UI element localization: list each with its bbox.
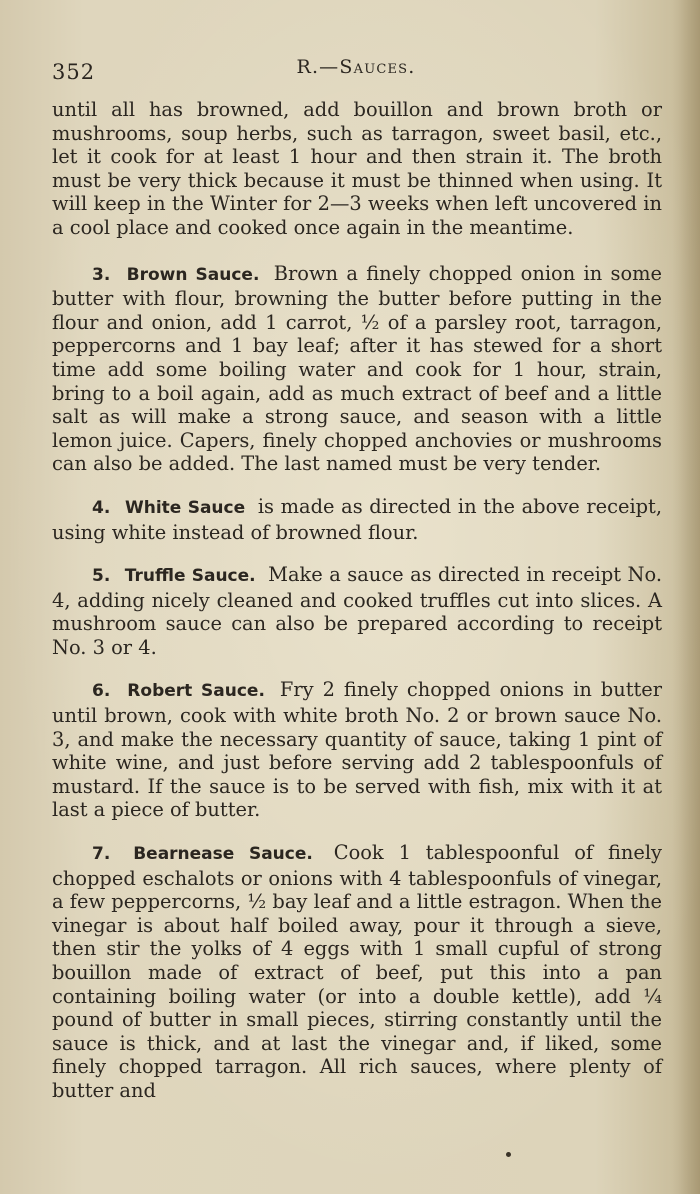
recipe-brown-sauce: [52, 262, 662, 476]
recipe-text: Fry 2 finely chopped onions in butter until brown, cook with white broth No. 2 or brown sauce No. 3, and make the necessary quantity of sauce, taking 1 pint of white wine, and just before serving add 2 tablespoonfuls of mustard. If the sauce is to be served with fish, mix with it at last a piece of butter.: [52, 678, 663, 822]
page-header: [52, 56, 660, 86]
continued-paragraph: until all has browned, add bouillon and brown broth or mushrooms, soup herbs, such as tarragon, sweet basil, etc., let it cook for at least 1 hour and then strain it. The broth must be very thick because it must be thinned when using. It will keep in the Winter for 2—3 weeks when left uncovered in a cool place and cooked once again in the meantime.: [52, 98, 662, 239]
recipe-text: Make a sauce as directed in receipt No. 4, adding nicely cleaned and cooked truffles cut into slices. A mushroom sauce can also be prepared according to receipt No. 3 or 4.: [52, 563, 663, 659]
recipe-robert-sauce: [52, 678, 662, 822]
recipe-text: Cook 1 tablespoonful of finely chopped eschalots or onions with 4 tablespoonfuls of vinegar, a few peppercorns, ½ bay leaf and a little estragon. When the vinegar is about half boiled away, pour it through a sieve, then stir the yolks of 4 eggs with 1 small cupful of strong bouillon made of extract of beef, put this into a pan containing boiling water (or into a double kettle), add ¼ pound of butter in small pieces, stirring constantly until the sauce is thick, and at last the vinegar and, if liked, some finely chopped tarragon. All rich sauces, where plenty of butter and: [52, 841, 663, 1102]
section-letter: R.—: [296, 56, 340, 78]
recipe-text: Brown a finely chopped onion in some butter with flour, browning the butter before putting in the flour and onion, add 1 carrot, ½ of a parsley root, tarragon, peppercorns and 1 bay leaf; after it has stewed for a short time add some boiling water and cook for 1 hour, strain, bring to a boil again, add as much extract of beef and a little salt as will make a strong sauce, and season with a little lemon juice. Capers, finely chopped anchovies or mushrooms can also be added. The last named must be very tender.: [52, 261, 662, 476]
recipe-number: 3.: [92, 264, 111, 285]
recipe-truffle-sauce: [52, 563, 662, 659]
recipe-title: Brown Sauce.: [126, 264, 260, 285]
running-head: [52, 56, 660, 78]
recipe-number: 4.: [92, 497, 111, 518]
section-title: Sauces.: [339, 56, 416, 78]
recipe-text: is made as directed in the above receipt, using white instead of browned flour.: [52, 494, 663, 544]
recipe-title: White Sauce: [124, 497, 246, 518]
recipe-bearnease-sauce: [52, 841, 662, 1103]
recipe-white-sauce: [52, 495, 662, 544]
recipe-title: Robert Sauce.: [127, 681, 265, 702]
recipe-number: 5.: [92, 566, 111, 587]
recipe-number: 7.: [92, 844, 111, 865]
page-body: [52, 98, 662, 1122]
recipe-title: Bearnease Sauce.: [133, 844, 313, 865]
page-number: 352: [52, 60, 96, 84]
recipe-title: Truffle Sauce.: [124, 566, 256, 587]
page-edge-shadow: [672, 0, 700, 1194]
recipe-number: 6.: [92, 681, 111, 702]
paper-speck: [506, 1152, 511, 1157]
